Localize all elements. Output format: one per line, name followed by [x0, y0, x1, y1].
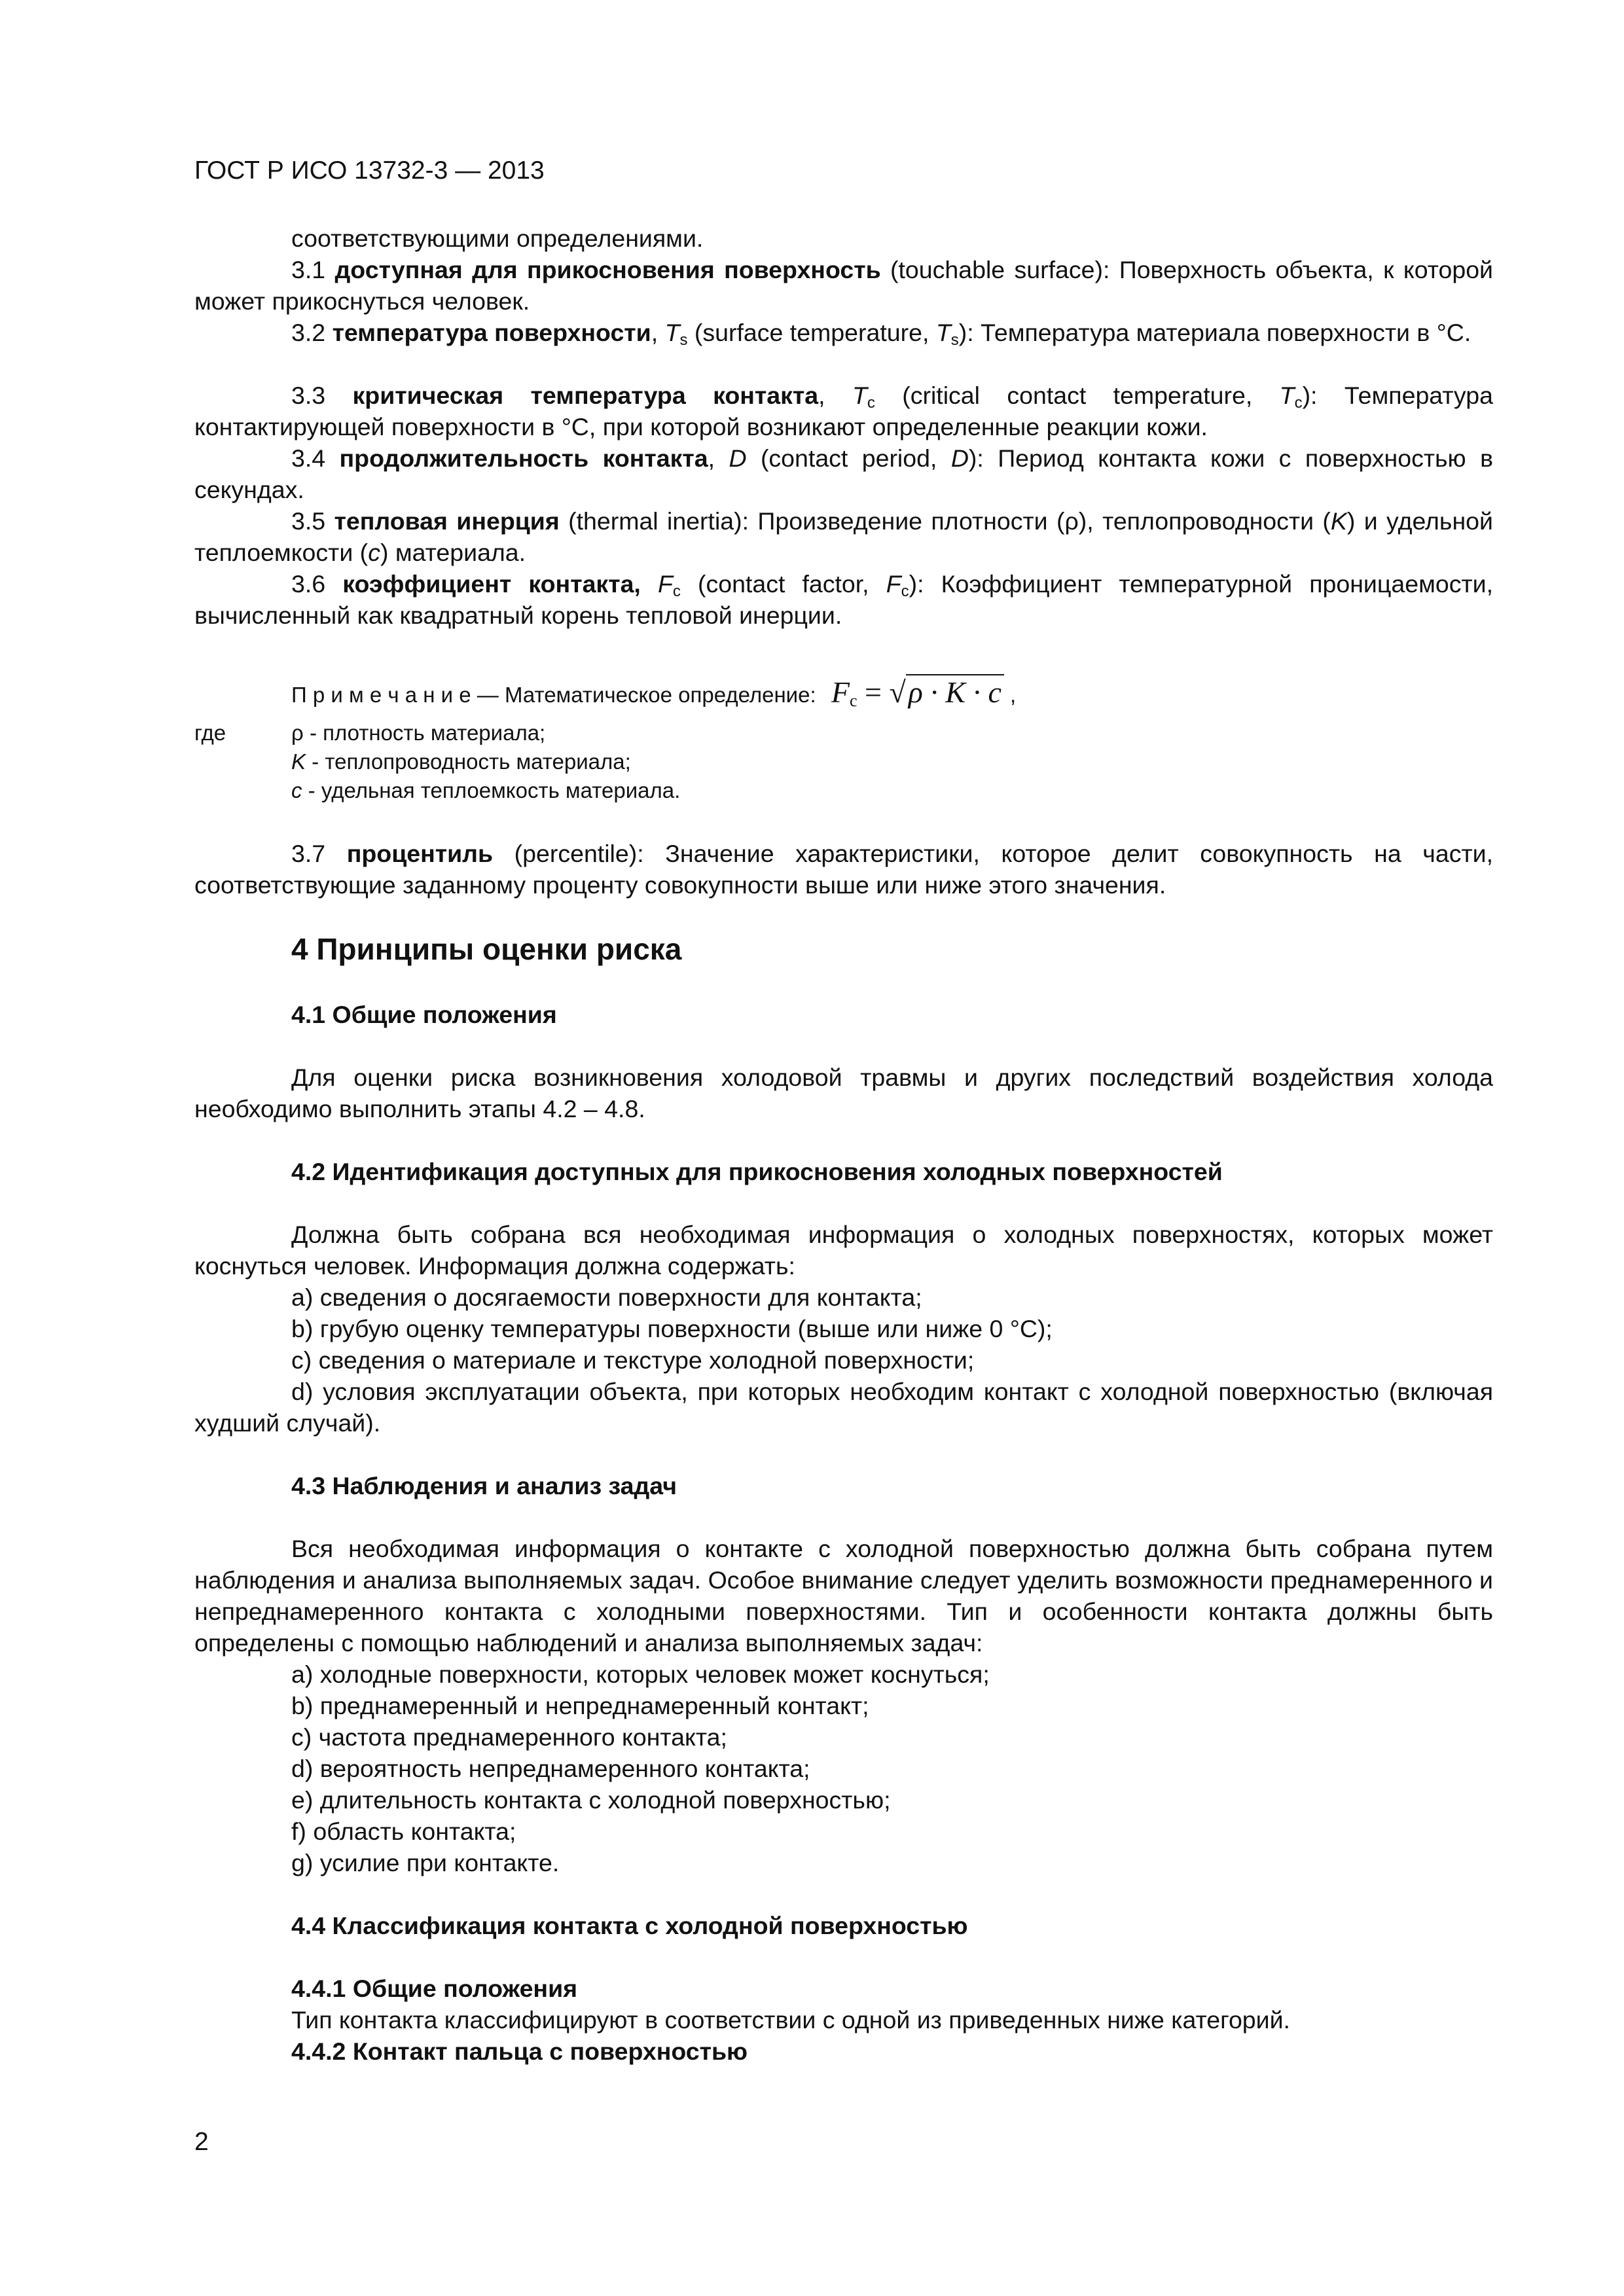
list-item: f) область контакта;: [291, 1818, 516, 1845]
term-3-1: 3.1 доступная для прикосновения поверхность (touchable surface): Поверхность объекта, к которой может прикоснуться человек.: [194, 256, 1493, 315]
list-item: d) вероятность непреднамеренного контакта;: [291, 1755, 810, 1782]
where-word: где: [194, 721, 226, 745]
section-4-4-1-heading: 4.4.1 Общие положения: [291, 1975, 578, 2002]
sqrt-radical: √: [889, 675, 906, 709]
list-item: b) грубую оценку температуры поверхности (выше или ниже 0 °C);: [291, 1315, 1053, 1342]
term-3-3: 3.3 критическая температура контакта, $T_c$ (critical contact temperature, $T_c$): Температура контактирующей поверхности в °C, при которой возникают определенные реакции кожи.: [194, 382, 1493, 440]
note-formula: П р и м е ч а н и е — Математическое определение: $F_c = √\rho \cdot K \cdot c$ ,: [291, 675, 1017, 710]
radicand: ρ · K · c: [906, 674, 1004, 709]
formula: $F_c = √\rho \cdot K \cdot c$: [831, 675, 1004, 709]
page-number: 2: [194, 2128, 209, 2156]
list-item: c) частота преднамеренного контакта;: [291, 1723, 727, 1751]
term-3-5: 3.5 тепловая инерция (thermal inertia): Произведение плотности (ρ), теплопроводности (K) и удельной теплоемкости (c) материала.: [194, 507, 1493, 566]
section-4-4-heading: 4.4 Классификация контакта с холодной поверхностью: [291, 1912, 968, 1939]
document-header: ГОСТ Р ИСО 13732-3 — 2013: [194, 156, 545, 185]
section-4-1-heading: 4.1 Общие положения: [291, 1001, 557, 1028]
continuation-text: соответствующими определениями.: [291, 224, 704, 252]
list-item: g) усилие при контакте.: [291, 1849, 560, 1876]
term-3-7: 3.7 процентиль (percentile): Значение характеристики, которое делит совокупность на части, соответствующие заданному проценту совокупности выше или ниже этого значения.: [194, 840, 1493, 899]
where-line-k: K - теплопроводность материала;: [291, 749, 631, 774]
list-item: b) преднамеренный и непреднамеренный контакт;: [291, 1692, 869, 1719]
section-4-2-text: Должна быть собрана вся необходимая информация о холодных поверхностях, которых может коснуться человек. Информация должна содержать:: [194, 1221, 1493, 1280]
section-4-4-1-text: Тип контакта классифицируют в соответствии с одной из приведенных ниже категорий.: [291, 2006, 1290, 2034]
section-4-3-list: [291, 1659, 1493, 1878]
section-4-2-list: [291, 1282, 1493, 1376]
list-item: a) холодные поверхности, которых человек может коснуться;: [291, 1660, 990, 1688]
section-4-2-heading: 4.2 Идентификация доступных для прикосновения холодных поверхностей: [291, 1158, 1223, 1185]
list-item: c) сведения о материале и текстуре холодной поверхности;: [291, 1346, 975, 1374]
section-4-1-text: Для оценки риска возникновения холодовой травмы и других последствий воздействия холода необходимо выполнить этапы 4.2 – 4.8.: [194, 1064, 1493, 1122]
list-item: e) длительность контакта с холодной поверхностью;: [291, 1786, 891, 1814]
section-4-heading: 4 Принципы оценки риска: [291, 932, 682, 966]
term-3-6: 3.6 коэффициент контакта, $F_c$ (contact factor, $F_c$): Коэффициент температурной проницаемости, вычисленный как квадратный корень тепловой инерции.: [194, 570, 1493, 629]
note-label: П р и м е ч а н и е: [291, 683, 471, 707]
section-4-2-item-d: d) условия эксплуатации объекта, при которых необходим контакт с холодной поверхностью (включая худший случай).: [194, 1378, 1493, 1437]
section-4-3-text: Вся необходимая информация о контакте с холодной поверхностью должна быть собрана путем наблюдения и анализа выполняемых задач. Особое внимание следует уделить возможности преднамеренного и непреднамеренного контакта с холодными поверхностями. Тип и особенности контакта должны быть определены с помощью наблюдений и анализа выполняемых задач:: [194, 1535, 1493, 1657]
term-3-4: 3.4 продолжительность контакта, D (contact period, D): Период контакта кожи с поверхностью в секундах.: [194, 444, 1493, 503]
term-3-2: 3.2 температура поверхности, $T_s$ (surface temperature, $T_s$): Температура материала поверхности в °C.: [291, 319, 1471, 349]
section-4-3-heading: 4.3 Наблюдения и анализ задач: [291, 1472, 677, 1499]
where-line-rho: ρ - плотность материала;: [291, 721, 546, 745]
list-item: a) сведения о досягаемости поверхности для контакта;: [291, 1283, 922, 1311]
section-4-4-2-heading: 4.4.2 Контакт пальца с поверхностью: [291, 2037, 748, 2065]
where-line-c: c - удельная теплоемкость материала.: [291, 778, 681, 802]
where-list: [291, 719, 1208, 805]
